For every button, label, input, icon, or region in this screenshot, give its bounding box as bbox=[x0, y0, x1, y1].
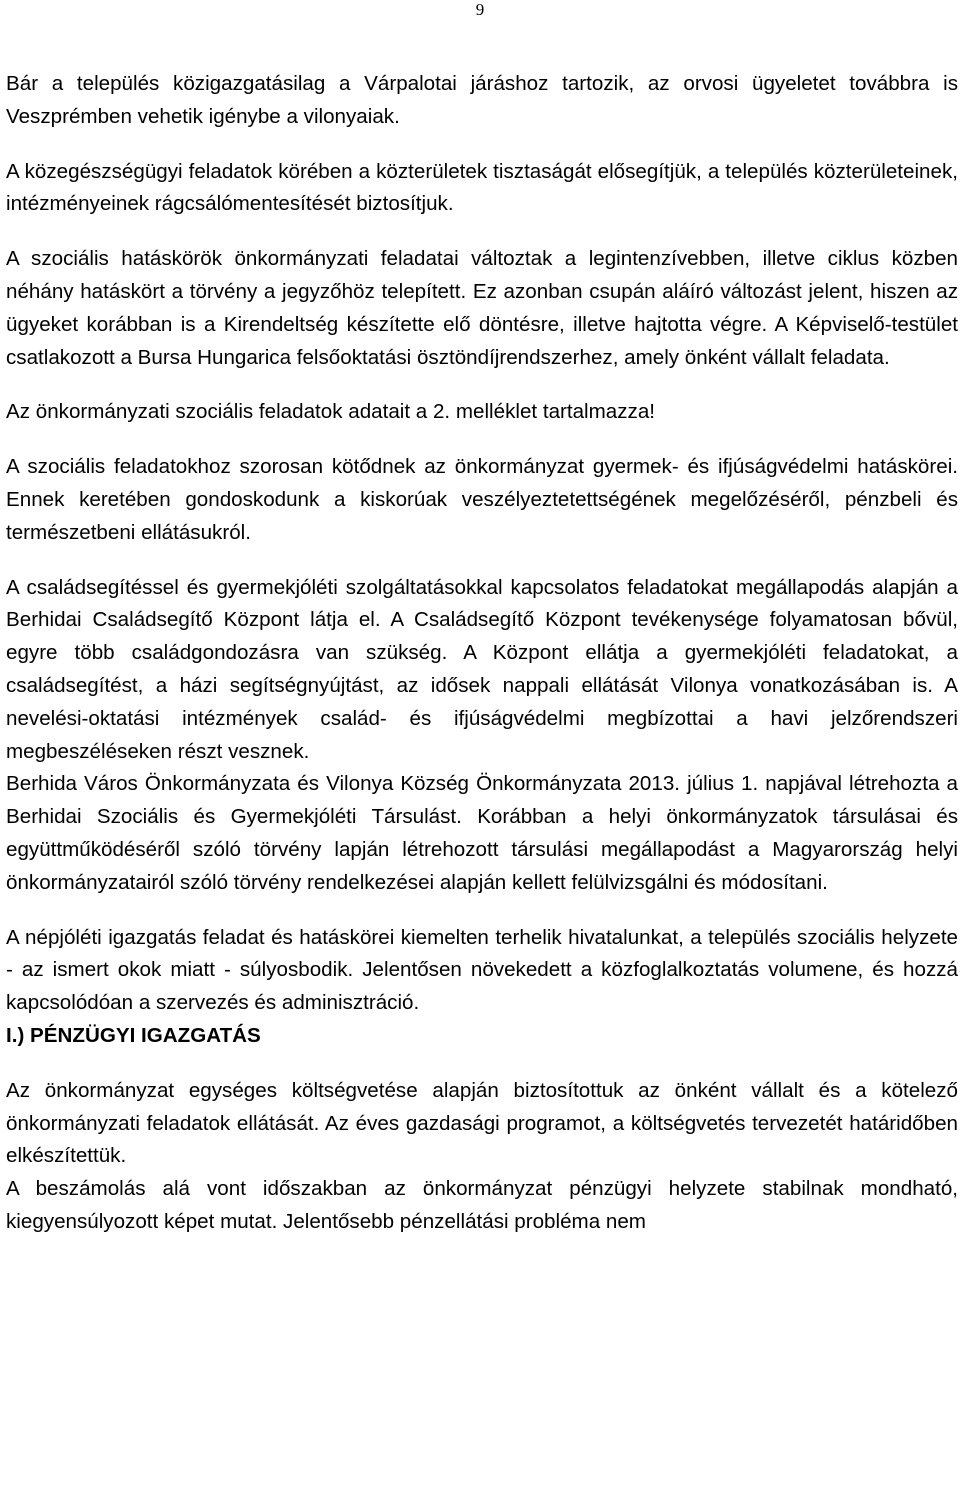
paragraph-nepjoleti-igazgatas: A népjóléti igazgatás feladat és hatáskörei kiemelten terhelik hivatalunkat, a település szociális helyzete - az ismert okok miatt - súlyosbodik. Jelentősen növekedett a közfoglalkoztatás volumene, és hozzá kapcsolódóan a szervezés és adminisztráció. bbox=[6, 925, 958, 1015]
section-heading-penzugyi-igazgatas: I.) PÉNZÜGYI IGAZGATÁS bbox=[6, 1023, 261, 1047]
paragraph-tarsulas: Berhida Város Önkormányzata és Vilonya Község Önkormányzata 2013. július 1. napjával létrehozta a Berhidai Szociális és Gyermekjóléti Társulást. Korábban a helyi önkormányzatok társulásai és együttműködéséről szóló törvény lapján létrehozott társulási megállapodást a Magyarország helyi önkormányzatairól szóló törvény rendelkezései alapján kellett felülvizsgálni és módosítani. bbox=[6, 772, 958, 894]
paragraph-koltsegvetes: Az önkormányzat egységes költségvetése alapján biztosítottuk az önként vállalt és a kötelező önkormányzati feladatok ellátását. Az éves gazdasági programot, a költségvetés tervezetét határidőben elkészítettük. bbox=[6, 1078, 958, 1168]
paragraph-orvosi-ugyelet: Bár a település közigazgatásilag a Várpalotai járáshoz tartozik, az orvosi ügyeletet továbbra is Veszprémben vehetik igénybe a vilonyaiak. bbox=[6, 72, 958, 128]
document-body bbox=[6, 68, 958, 1239]
paragraph-kozegeszsegugy: A közegészségügyi feladatok körében a közterületek tisztaságát elősegítjük, a település közterületeinek, intézményeinek rágcsálómentesítését biztosítjuk. bbox=[6, 159, 958, 216]
page-number: 9 bbox=[475, 0, 485, 19]
paragraph-csaladsegites: A családsegítéssel és gyermekjóléti szolgáltatásokkal kapcsolatos feladatokat megállapodás alapján a Berhidai Családsegítő Központ látja el. A Családsegítő Központ tevékenysége folyamatosan bővül, egyre több családgondozásra van szükség. A Központ ellátja a gyermekjóléti feladatokat, a családsegítést, a házi segítségnyújtást, az idősek nappali ellátását Vilonya vonatkozásában is. A nevelési-oktatási intézmények család- és ifjúságvédelmi megbízottai a havi jelzőrendszeri megbeszéléseken részt vesznek. bbox=[6, 575, 958, 763]
paragraph-penzugyi-helyzet: A beszámolás alá vont időszakban az önkormányzat pénzügyi helyzete stabilnak mondható, kiegyensúlyozott képet mutat. Jelentősebb pénzellátási probléma nem bbox=[6, 1177, 958, 1233]
paragraph-szocialis-hataskorok: A szociális hatáskörök önkormányzati feladatai változtak a legintenzívebben, illetve ciklus közben néhány hatáskört a törvény a jegyzőhöz telepített. Ez azonban csupán aláíró változást jelent, hiszen az ügyeket korábban is a Kirendeltség készítette elő döntésre, illetve hajtotta végre. A Képviselő-testület csatlakozott a Bursa Hungarica felsőoktatási ösztöndíjrendszerhez, amely önként vállalt feladata. bbox=[6, 247, 958, 369]
paragraph-melleklet-hivatkozas: Az önkormányzati szociális feladatok adatait a 2. melléklet tartalmazza! bbox=[6, 400, 656, 424]
paragraph-gyermekvedelem: A szociális feladatokhoz szorosan kötődnek az önkormányzat gyermek- és ifjúságvédelmi hatáskörei. Ennek keretében gondoskodunk a kiskorúak veszélyeztetettségének megelőzéséről, pénzbeli és természetbeni ellátásukról. bbox=[6, 455, 958, 544]
